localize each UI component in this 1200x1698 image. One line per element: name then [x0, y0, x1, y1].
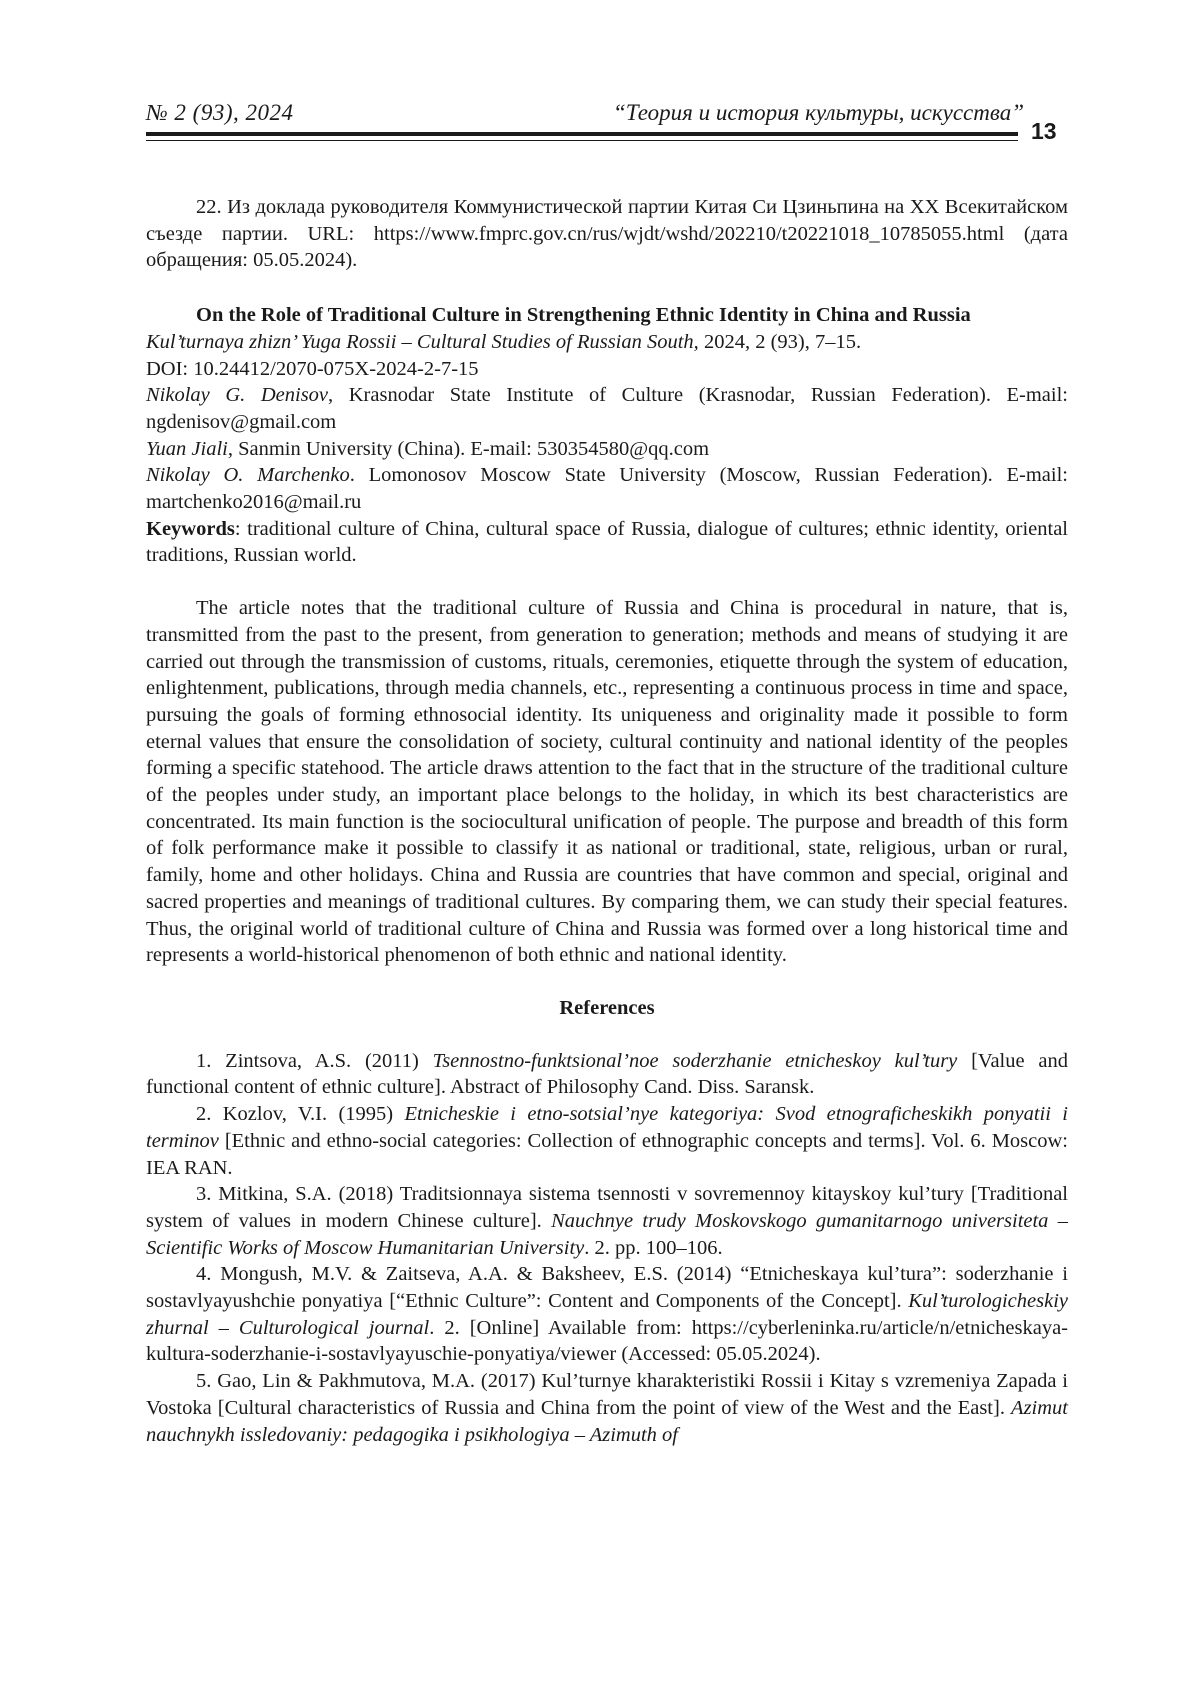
journal-page — [0, 0, 1200, 1698]
references-heading: References — [146, 995, 1068, 1022]
reference-2: 2. Kozlov, V.I. (1995) Etnicheskie i etno-sotsial’nye kategoriya: Svod etnograficheskikh ponyatii i terminov [Ethnic and ethno-social categories: Collection of ethnographic concepts and terms]. Vol. 6. Moscow: IEA RAN. — [146, 1101, 1068, 1181]
journal-title-header: “Теория и история культуры, искусства” — [613, 100, 1024, 126]
author-1: Nikolay G. Denisov, Krasnodar State Institute of Culture (Krasnodar, Russian Federation). E-mail: ngdenisov@gmail.com — [146, 382, 1068, 435]
author-3: Nikolay O. Marchenko. Lomonosov Moscow State University (Moscow, Russian Federation). E-mail: martchenko2016@mail.ru — [146, 462, 1068, 515]
reference-1: 1. Zintsova, A.S. (2011) Tsennostno-funktsional’noe soderzhanie etnicheskoy kul’tury [Value and functional content of ethnic culture]. Abstract of Philosophy Cand. Diss. Saransk. — [146, 1048, 1068, 1101]
reference-4: 4. Mongush, M.V. & Zaitseva, A.A. & Baksheev, E.S. (2014) “Etnicheskaya kul’tura”: soderzhanie i sostavlyayushchie ponyatiya [“Ethnic Culture”: Content and Components of the Concept]. Kul’turologicheskiy zhurnal – Culturological journal. 2. [Online] Available from: https://cyberleninka.ru/article/n/etnicheskaya-kultura-soderzhanie-i-sostavlyayuschie-ponyatiya/viewer (Accessed: 05.05.2024). — [146, 1261, 1068, 1368]
keywords-label: Keywords — [146, 518, 235, 540]
issue-header: № 2 (93), 2024 — [146, 100, 294, 126]
author-3-name: Nikolay O. Marchenko — [146, 464, 350, 486]
author-2: Yuan Jiali, Sanmin University (China). E-mail: 530354580@qq.com — [146, 436, 1068, 463]
keywords: Keywords: traditional culture of China, cultural space of Russia, dialogue of cultures; ethnic identity, oriental traditions, Russian world. — [146, 516, 1068, 569]
reference-22: 22. Из доклада руководителя Коммунистической партии Китая Си Цзиньпина на XX Всекитайском съезде партии. URL: https://www.fmprc.gov.cn/rus/wjdt/wshd/202210/t20221018_10785055.html (дата обращения: 05.05.2024). — [146, 194, 1068, 274]
author-2-name: Yuan Jiali — [146, 438, 228, 460]
article-title: On the Role of Traditional Culture in Strengthening Ethnic Identity in China and Russia — [146, 302, 1068, 329]
page-body — [146, 194, 1068, 1448]
author-1-name: Nikolay G. Denisov — [146, 384, 328, 406]
article-source: Kul’turnaya zhizn’ Yuga Rossii – Cultural Studies of Russian South, 2024, 2 (93), 7–15. — [146, 329, 1068, 356]
page-number: 13 — [1031, 118, 1057, 145]
header-rule-thin — [146, 140, 1018, 141]
reference-5: 5. Gao, Lin & Pakhmutova, M.A. (2017) Kul’turnye kharakteristiki Rossii i Kitay s vzremeniya Zapada i Vostoka [Cultural characteristics of Russia and China from the point of view of the West and the East]. Azimut nauchnykh issledovaniy: pedagogika i psikhologiya – Azimuth of — [146, 1368, 1068, 1448]
header-rule-thick — [146, 132, 1018, 136]
reference-3: 3. Mitkina, S.A. (2018) Traditsionnaya sistema tsennosti v sovremennoy kitayskoy kul’tury [Traditional system of values in modern Chinese culture]. Nauchnye trudy Moskovskogo gumanitarnogo universiteta – Scientific Works of Moscow Humanitarian University. 2. pp. 100–106. — [146, 1181, 1068, 1261]
article-doi: DOI: 10.24412/2070-075X-2024-2-7-15 — [146, 356, 1068, 383]
abstract-paragraph: The article notes that the traditional culture of Russia and China is procedural in nature, that is, transmitted from the past to the present, from generation to generation; methods and means of studying it are carried out through the transmission of customs, rituals, ceremonies, etiquette through the system of education, enlightenment, publications, through media channels, etc., representing a continuous process in time and space, pursuing the goals of forming ethnosocial identity. Its uniqueness and originality made it possible to form eternal values that ensure the consolidation of society, cultural continuity and national identity of the peoples forming a specific statehood. The article draws attention to the fact that in the structure of the traditional culture of the peoples under study, an important place belongs to the holiday, in which its best characteristics are concentrated. Its main function is the sociocultural unification of people. The purpose and breadth of this form of folk performance make it possible to classify it as national or traditional, state, religious, urban or rural, family, home and other holidays. China and Russia are countries that have common and special, original and sacred properties and meanings of traditional cultures. By comparing them, we can study their special features. Thus, the original world of traditional culture of China and Russia was formed over a long historical time and represents a world-historical phenomenon of both ethnic and national identity. — [146, 595, 1068, 969]
source-journal: Kul’turnaya zhizn’ Yuga Rossii – Cultural Studies of Russian South, — [146, 331, 699, 353]
